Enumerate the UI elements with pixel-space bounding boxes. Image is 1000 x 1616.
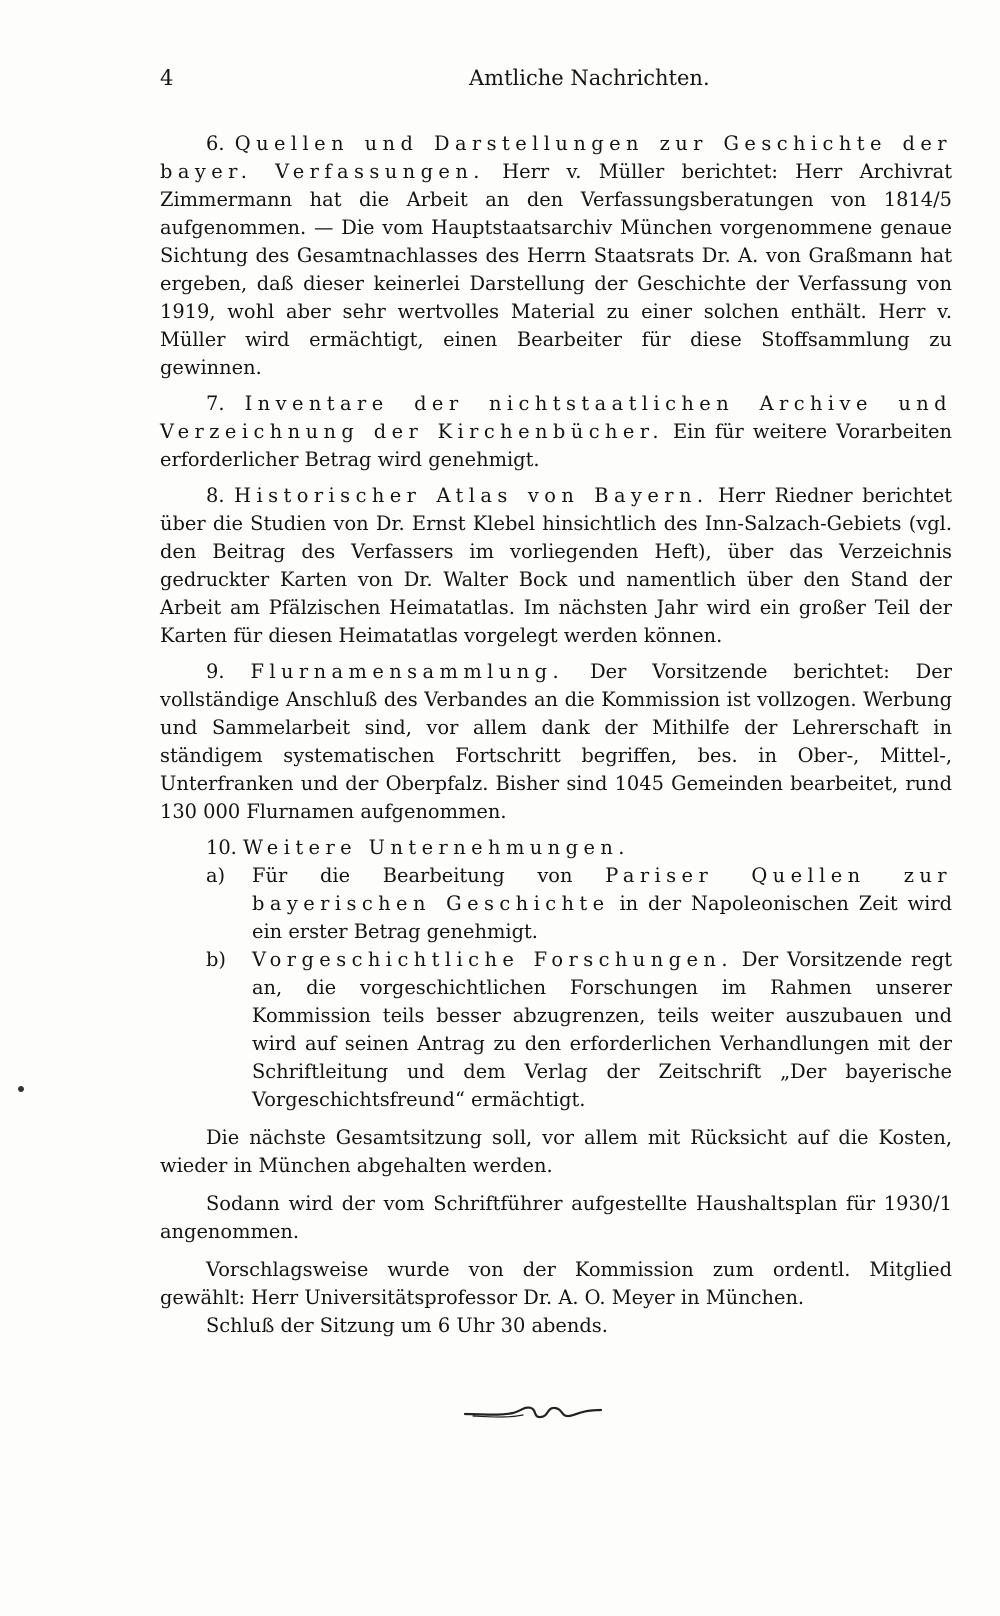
end-ornament [463, 1400, 603, 1424]
item-text: Herr v. Müller berichtet: Herr Archivrat Zimmermann hat die Arbeit an den Verfassungsberatungen von 1814/5 aufgenommen. — Die vom Hauptstaatsarchiv München vorgenommene genaue Sichtung des Gesamtnachlasses des Herrn Staatsrats Dr. A. von Graßmann hat ergeben, daß dieser keinerlei Darstellung der Geschichte der Verfassung von 1919, wohl aber sehr wertvolles Material zu einer solchen enthält. Herr v. Müller wird ermächtigt, einen Bearbeiter für diese Stoffsammlung zu gewinnen. [160, 160, 952, 379]
item-number: 9. [206, 660, 225, 683]
item-7 [160, 390, 952, 474]
item-text: Herr Riedner berichtet über die Studien von Dr. Ernst Klebel hinsichtlich des Inn-Salzach-Gebiets (vgl. den Beitrag des Verfassers im vorliegenden Heft), über das Verzeichnis gedruckter Karten von Dr. Walter Bock und namentlich über den Stand der Arbeit am Pfälzischen Heimatatlas. Im nächsten Jahr wird ein großer Teil der Karten für diesen Heimatatlas vorgelegt werden können. [160, 484, 952, 647]
item-text: Ein für weitere Vorarbeiten erforderlicher Betrag wird genehmigt. [160, 420, 952, 471]
item-number: 10. [206, 836, 237, 859]
item-9 [160, 658, 952, 826]
closing-paragraph: Sodann wird der vom Schriftführer aufgestellte Haushaltsplan für 1930/1 angenommen. [160, 1192, 952, 1243]
item-number: 7. [206, 392, 225, 415]
subitem-mark: b) [206, 948, 226, 971]
item-number: 8. [206, 484, 225, 507]
item-10a [160, 862, 952, 946]
item-10b [160, 946, 952, 1114]
item-number: 6. [206, 132, 225, 155]
subitem-heading: Pariser Quellen zur bayerischen Geschichte [252, 864, 953, 915]
page-number: 4 [160, 66, 174, 90]
item-heading: Flurnamensammlung. [250, 660, 565, 683]
subitem-text: in der Napoleonischen Zeit wird ein erster Betrag genehmigt. [252, 892, 953, 943]
running-head: Amtliche Nachrichten. [469, 66, 710, 90]
item-text: Der Vorsitzende berichtet: Der vollständige Anschluß des Verbandes an die Kommission ist vollzogen. Werbung und Sammelarbeit sind, vor allem dank der Mithilfe der Lehrerschaft in ständigem systematischen Fortschritt begriffen, bes. in Ober-, Mittel-, Unterfranken und der Oberpfalz. Bisher sind 1045 Gemeinden bearbeitet, rund 130 000 Flurnamen aufgenommen. [160, 660, 952, 823]
item-10 [160, 834, 952, 862]
subitem-text: Für die Bearbeitung von [252, 864, 573, 887]
subitem-text: Der Vorsitzende regt an, die vorgeschichtlichen Forschungen im Rahmen unserer Kommission teils besser abzugrenzen, teils weiter auszubauen und wird auf seinen Antrag zu den erforderlichen Verhandlungen mit der Schriftleitung und dem Verlag der Zeitschrift „Der bayerische Vorgeschichtsfreund“ ermächtigt. [252, 948, 952, 1111]
item-6 [160, 130, 952, 382]
subitem-body [252, 946, 952, 1114]
item-heading: Historischer Atlas von Bayern. [234, 484, 709, 507]
subitem-mark: a) [206, 864, 226, 887]
closing-paragraph: Die nächste Gesamtsitzung soll, vor allem mit Rücksicht auf die Kosten, wieder in München abgehalten werden. [160, 1126, 952, 1177]
item-8 [160, 482, 952, 650]
item-heading: Quellen und Darstellungen zur Geschichte der bayer. Verfassungen. [160, 132, 952, 183]
page-header [160, 66, 960, 100]
item-heading: Weitere Unternehmungen. [243, 836, 630, 859]
subitem-body [252, 862, 952, 946]
subitem-heading: Vorgeschichtliche Forschungen. [252, 948, 733, 971]
print-speck [18, 1086, 24, 1092]
item-heading: Inventare der nichtstaatlichen Archive und Verzeichnung der Kirchenbücher. [160, 392, 953, 443]
closing-paragraph: Vorschlagsweise wurde von der Kommission zum ordentl. Mitglied gewählt: Herr Universitätsprofessor Dr. A. O. Meyer in München. [160, 1258, 952, 1309]
body-text [160, 130, 952, 1340]
closing-paragraph: Schluß der Sitzung um 6 Uhr 30 abends. [206, 1314, 608, 1337]
